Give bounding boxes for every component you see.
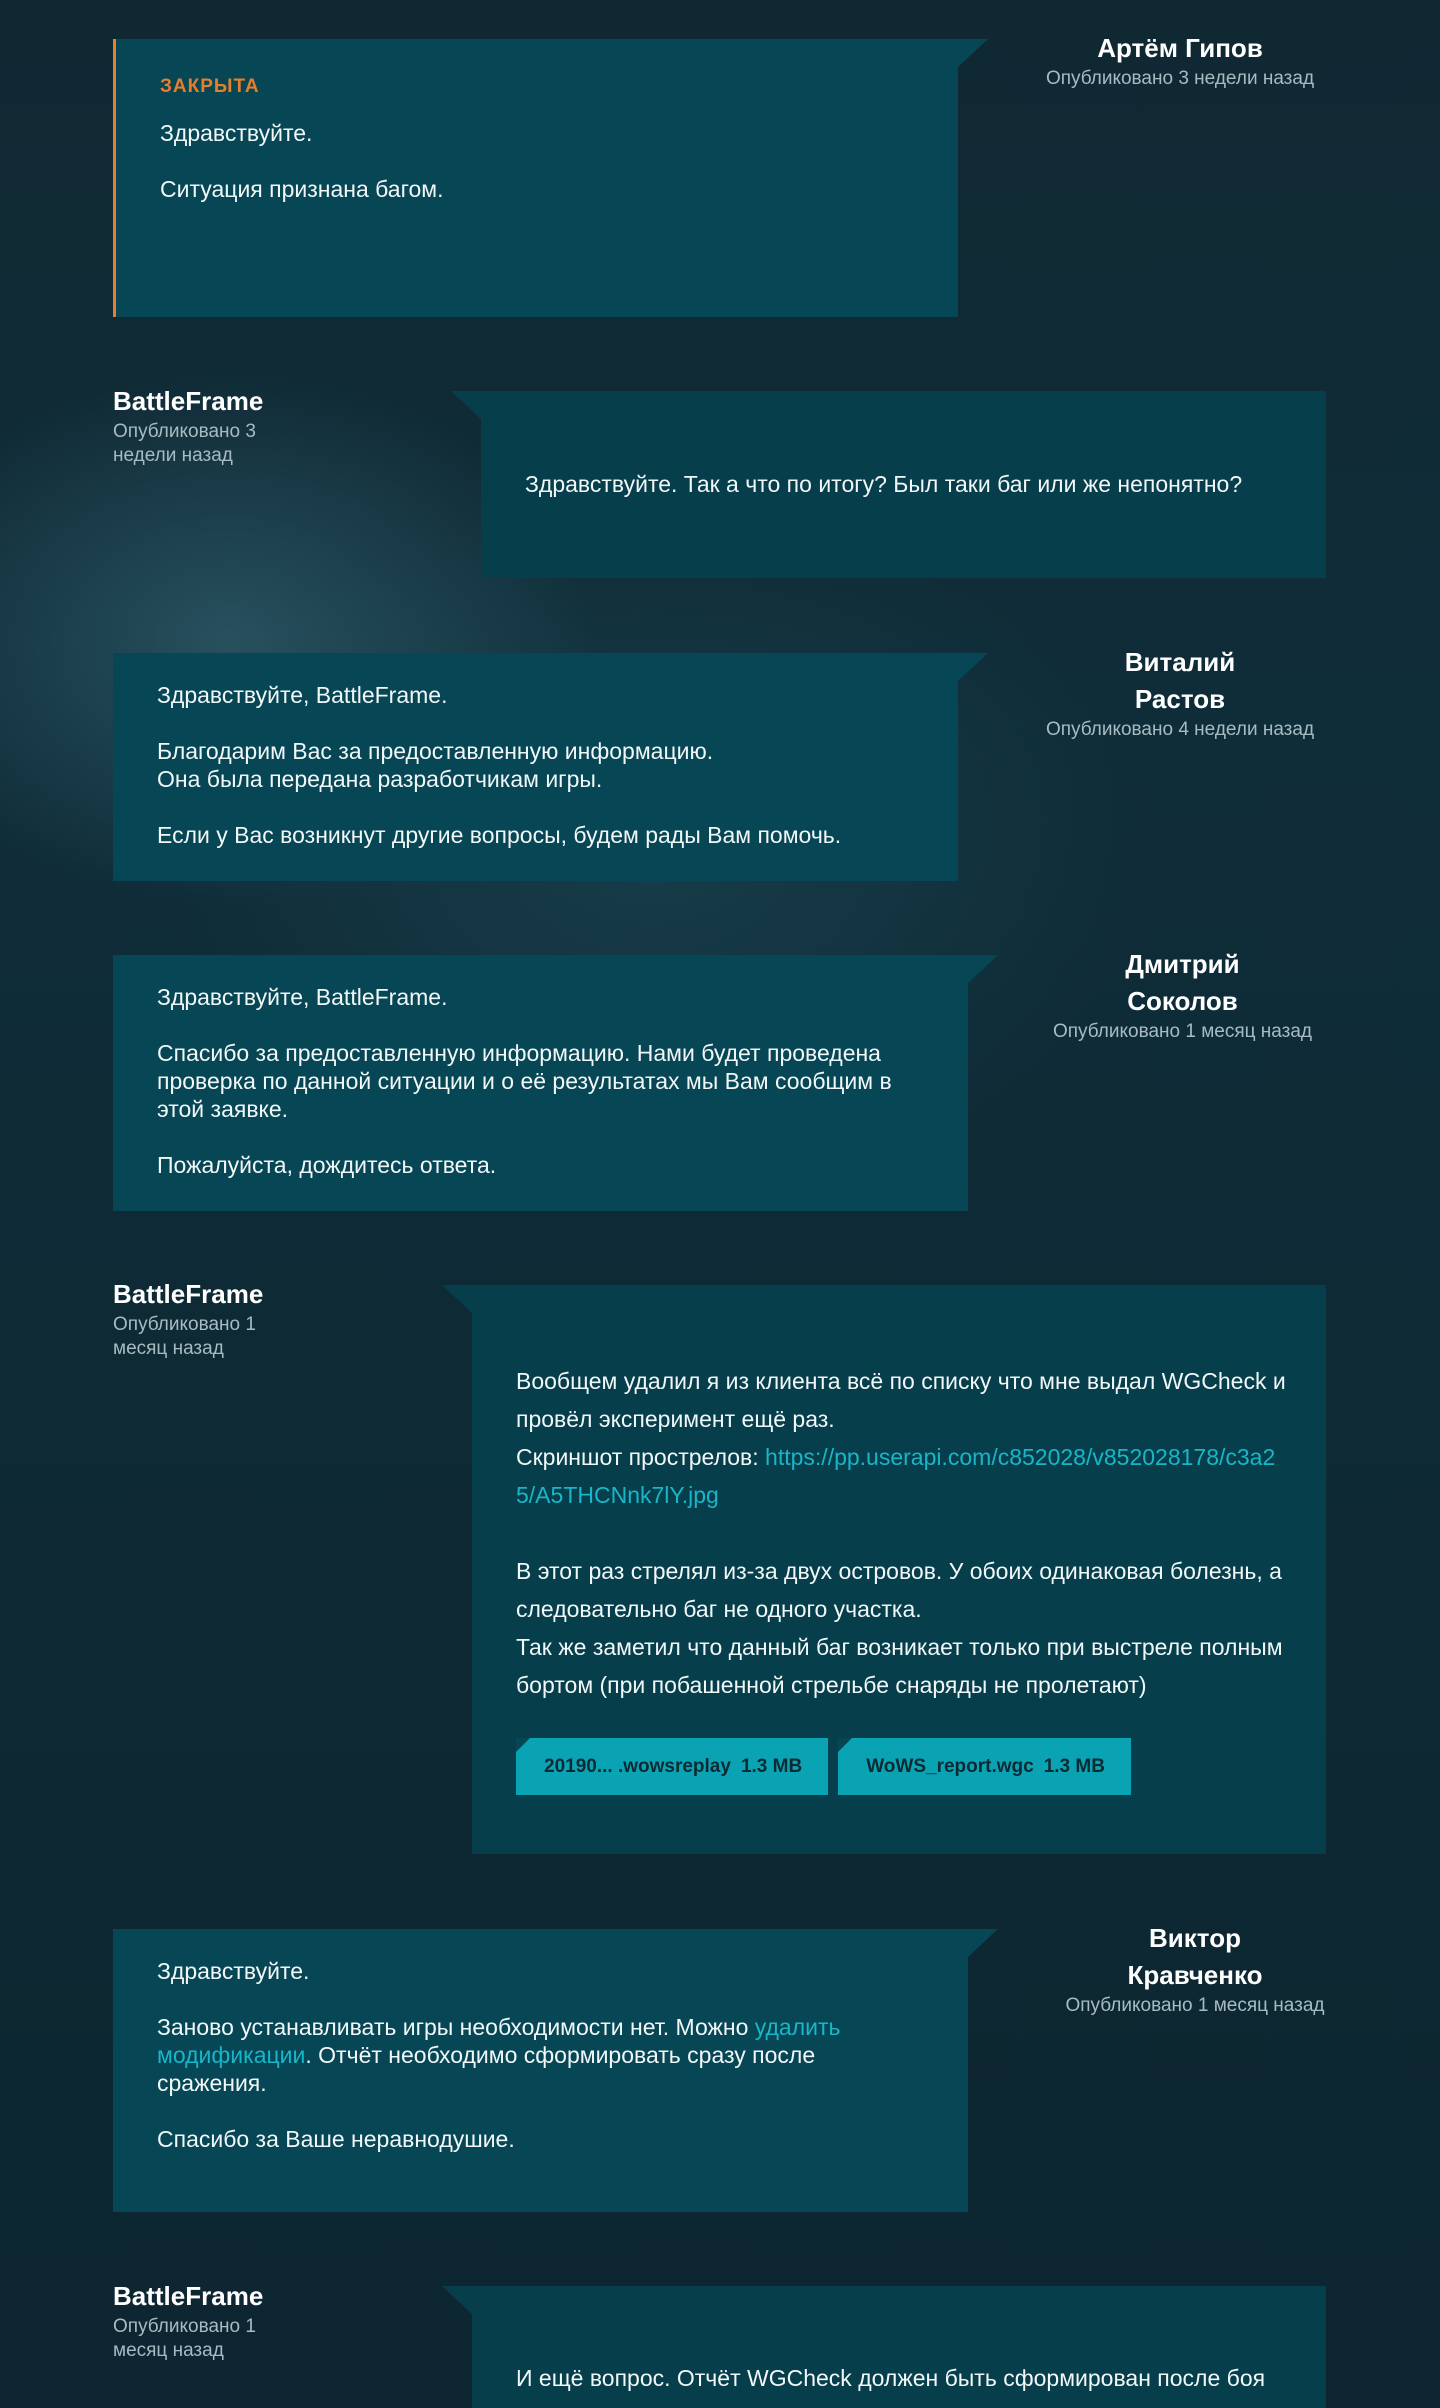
author-name[interactable]: BattleFrame [113,386,264,416]
post-time: Опубликовано 4 недели назад [1045,719,1315,740]
message-text: Ситуация признана багом. [160,176,444,202]
bubble-pointer [451,391,481,419]
message-text: Здравствуйте. Так а что по итогу? Был таки баг или же непонятно? [525,471,1243,497]
bubble-pointer [442,1285,472,1313]
author-block [1020,644,1340,742]
attachment-size: 1.3 MB [740,1756,803,1777]
screenshot-link[interactable]: https://pp.userapi.com/c852028/v852028178/c3a25/A5THCNnk7lY.jpg [516,1444,1276,1508]
author-block [113,1276,263,1361]
message-bubble [113,653,958,881]
post-time: Опубликовано 1 месяц назад [1052,1021,1313,1042]
message-text: Пожалуйста, дождитесь ответа. [157,1152,497,1178]
message-text: Здравствуйте. [157,1958,310,1984]
post-time: Опубликовано 3 недели назад [113,421,256,466]
message-text: Здравствуйте. [160,120,313,146]
message-text: Здравствуйте, BattleFrame. [157,682,448,708]
message-text: Если у Вас возникнут другие вопросы, будем рады Вам помочь. [157,822,842,848]
message-text-part: . Отчёт необходимо сформировать сразу после сражения. [157,2042,816,2096]
message-text: Благодарим Вас за предоставленную информацию. Она была передана разработчикам игры. [157,738,714,792]
message-text-part: Заново устанавливать игры необходимости нет. Можно [157,2014,755,2040]
status-badge: ЗАКРЫТА [160,76,260,97]
bubble-pointer [958,39,988,67]
attachment-name: WoWS_report.wgc [866,1756,1034,1777]
author-block [1030,946,1335,1044]
post-time: Опубликовано 1 месяц назад [113,2316,256,2361]
author-block [113,2278,263,2363]
attachment-report[interactable] [838,1738,1131,1795]
author-surname[interactable]: Соколов [1127,986,1238,1016]
bubble-pointer [442,2286,472,2314]
message-bubble [472,1285,1326,1854]
message-text: Здравствуйте, BattleFrame. [157,984,448,1010]
message-text: Спасибо за предоставленную информацию. Нами будет проведена проверка по данной ситуации и о её результатах мы Вам сообщим в этой заявке. [157,1040,892,1122]
post-time: Опубликовано 1 месяц назад [113,1314,256,1359]
author-name[interactable]: Артём Гипов [1097,33,1263,63]
author-name[interactable]: BattleFrame [113,1279,264,1309]
message-text: В этот раз стрелял из-за двух островов. У обоих одинаковая болезнь, а следовательно баг не одного участка. Так же заметил что данный баг возникает только при выстреле полным бортом (при побашенной стрельбе снаряды не пролетают) [516,1558,1283,1698]
message-bubble [113,39,958,317]
screenshot-label: Скриншот прострелов: [516,1444,766,1470]
attachment-name: 20190... .wowsreplay [544,1756,731,1777]
attachment-size: 1.3 MB [1043,1756,1105,1777]
message-text-part: Вообщем удалил я из клиента всё по списку что мне выдал WGCheck и провёл эксперимент ещё раз. [516,1368,1286,1432]
message-bubble [113,1929,968,2212]
author-block [113,383,263,468]
message-bubble [481,391,1326,578]
author-name[interactable]: Виталий [1124,647,1236,677]
message-text: И ещё вопрос. Отчёт WGCheck должен быть сформирован после боя [516,2365,1266,2391]
message-text [516,1362,1286,1514]
bubble-pointer [958,653,988,681]
message-text [157,2013,927,2097]
post-time: Опубликовано 1 месяц назад [1065,1995,1325,2016]
author-name[interactable]: Дмитрий [1125,949,1240,979]
message-bubble [113,955,968,1211]
author-block [1030,1920,1360,2018]
author-surname[interactable]: Растов [1134,684,1226,714]
message-bubble [472,2286,1326,2408]
bubble-pointer [968,1929,998,1957]
post-time: Опубликовано 3 недели назад [1045,68,1315,89]
bubble-pointer [968,955,998,983]
author-name[interactable]: BattleFrame [113,2281,264,2311]
attachment-replay[interactable] [516,1738,828,1795]
message-text: Спасибо за Ваше неравнодушие. [157,2126,515,2152]
attachments [516,1738,1286,1795]
author-block [1020,30,1340,91]
author-name[interactable]: Виктор [1149,1923,1241,1953]
author-surname[interactable]: Кравченко [1127,1960,1263,1990]
remove-mods-link[interactable]: удалить модификации [157,2014,841,2068]
